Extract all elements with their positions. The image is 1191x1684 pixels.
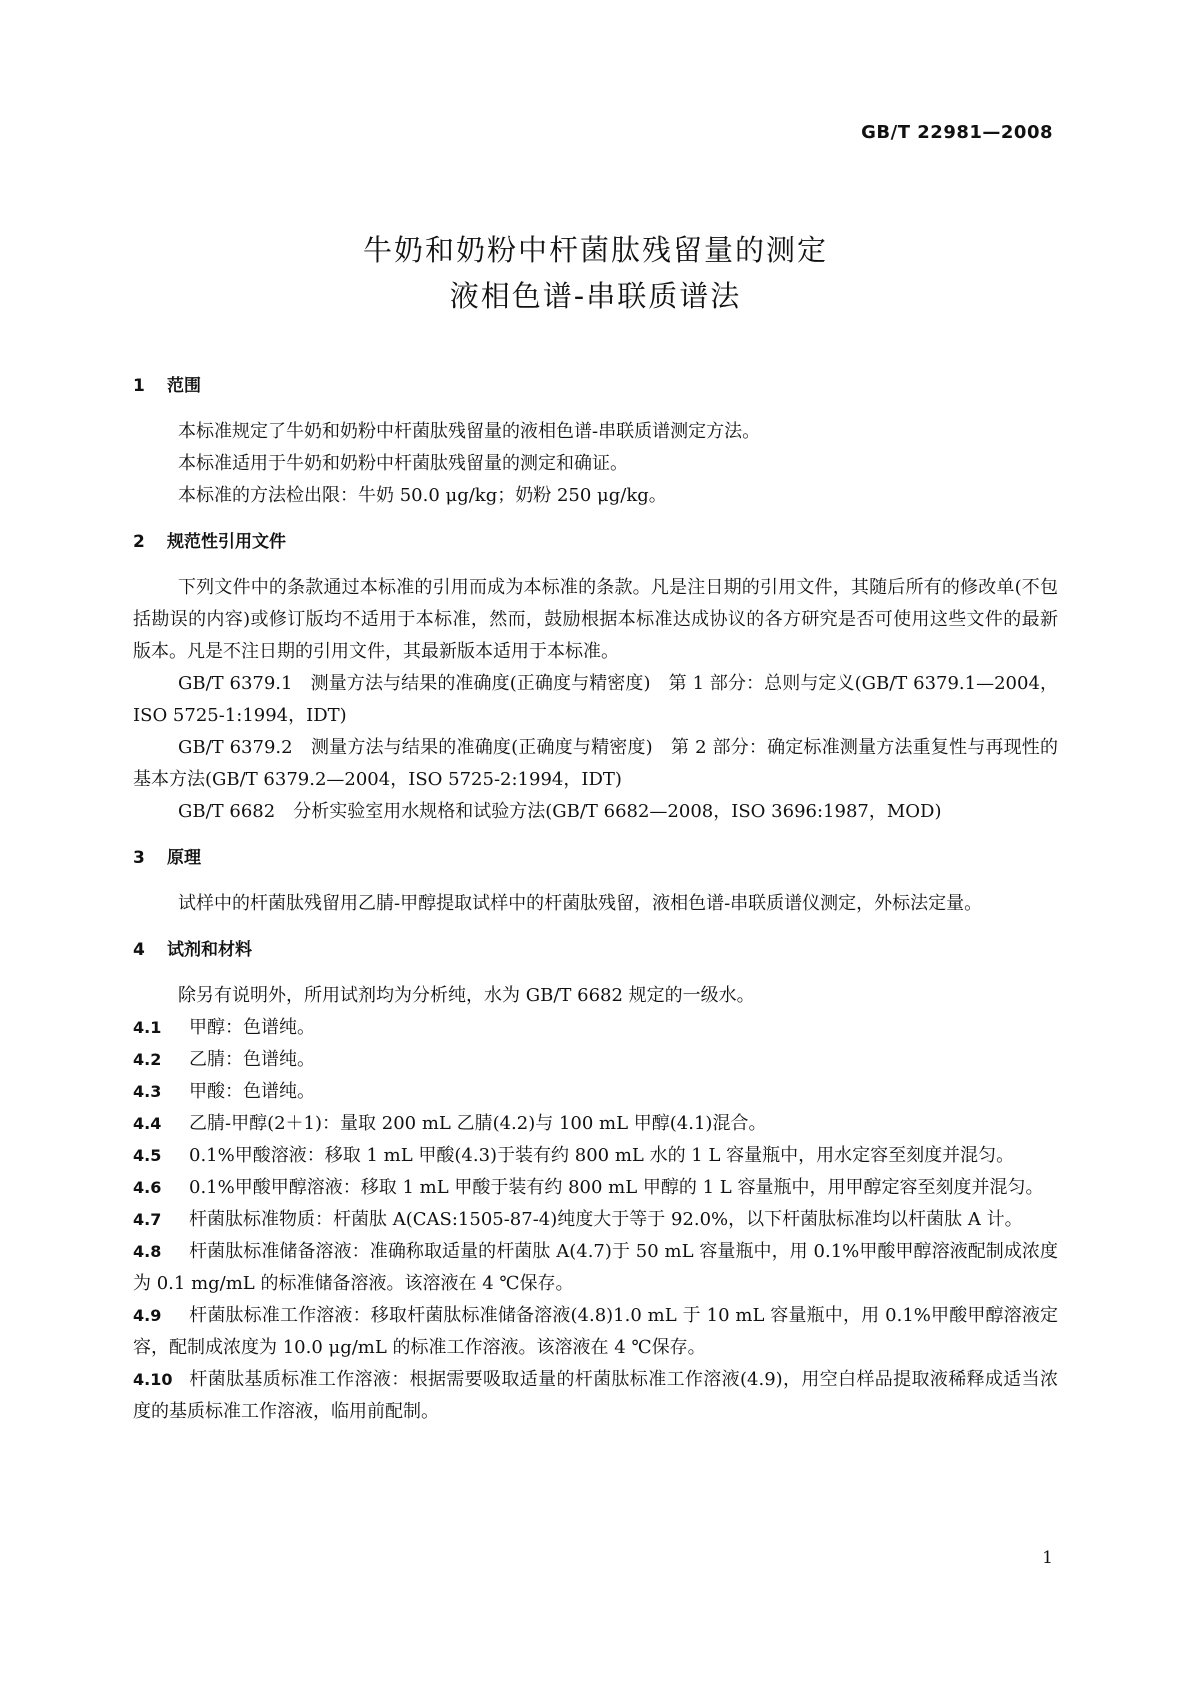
paragraph: 试样中的杆菌肽残留用乙腈-甲醇提取试样中的杆菌肽残留，液相色谱-串联质谱仪测定，外标法定量。 bbox=[178, 893, 983, 914]
clause-item: 4.2 乙腈：色谱纯。 bbox=[133, 1049, 315, 1070]
clause-item: 4.9 杆菌肽标准工作溶液：移取杆菌肽标准储备溶液(4.8)1.0 mL 于 10 mL 容量瓶中，用 0.1%甲酸甲醇溶液定容，配制成浓度为 10.0 μg/mL 的标准工作溶液。该溶液在 4 ℃保存。 bbox=[133, 1305, 1058, 1358]
clause-item: 4.10 杆菌肽基质标准工作溶液：根据需要吸取适量的杆菌肽标准工作溶液(4.9)，用空白样品提取液稀释成适当浓度的基质标准工作溶液，临用前配制。 bbox=[133, 1369, 1058, 1422]
paragraph: 本标准规定了牛奶和奶粉中杆菌肽残留量的液相色谱-串联质谱测定方法。 bbox=[178, 421, 761, 442]
section-heading-reagents: 4 试剂和材料 bbox=[133, 940, 252, 960]
reference-item: GB/T 6682 分析实验室用水规格和试验方法(GB/T 6682—2008，ISO 3696:1987，MOD) bbox=[178, 801, 942, 822]
clause-item: 4.7 杆菌肽标准物质：杆菌肽 A(CAS:1505-87-4)纯度大于等于 92.0%，以下杆菌肽标准均以杆菌肽 A 计。 bbox=[133, 1209, 1023, 1230]
paragraph: 本标准适用于牛奶和奶粉中杆菌肽残留量的测定和确证。 bbox=[178, 453, 628, 474]
page-number: 1 bbox=[1042, 1548, 1053, 1568]
document-title-line2: 液相色谱-串联质谱法 bbox=[449, 279, 742, 313]
clause-item: 4.5 0.1%甲酸溶液：移取 1 mL 甲酸(4.3)于装有约 800 mL 水的 1 L 容量瓶中，用水定容至刻度并混匀。 bbox=[133, 1145, 1015, 1166]
section-heading-normative-references: 2 规范性引用文件 bbox=[133, 532, 286, 552]
clause-item: 4.3 甲酸：色谱纯。 bbox=[133, 1081, 315, 1102]
section-heading-scope: 1 范围 bbox=[133, 376, 201, 396]
clause-item: 4.8 杆菌肽标准储备溶液：准确称取适量的杆菌肽 A(4.7)于 50 mL 容量瓶中，用 0.1%甲酸甲醇溶液配制成浓度为 0.1 mg/mL 的标准储备溶液。该溶液在 4 ℃保存。 bbox=[133, 1241, 1058, 1294]
reference-item: GB/T 6379.2 测量方法与结果的准确度(正确度与精密度) 第 2 部分：确定标准测量方法重复性与再现性的基本方法(GB/T 6379.2—2004，ISO 5725-2:1994，IDT) bbox=[133, 737, 1058, 790]
clause-item: 4.1 甲醇：色谱纯。 bbox=[133, 1017, 315, 1038]
document-body bbox=[133, 370, 1058, 1428]
clause-item: 4.6 0.1%甲酸甲醇溶液：移取 1 mL 甲酸于装有约 800 mL 甲醇的 1 L 容量瓶中，用甲醇定容至刻度并混匀。 bbox=[133, 1177, 1044, 1198]
document-title-line1: 牛奶和奶粉中杆菌肽残留量的测定 bbox=[362, 233, 828, 267]
standard-number: GB/T 22981—2008 bbox=[861, 122, 1053, 143]
section-heading-principle: 3 原理 bbox=[133, 848, 201, 868]
clause-item: 4.4 乙腈-甲醇(2＋1)：量取 200 mL 乙腈(4.2)与 100 mL 甲醇(4.1)混合。 bbox=[133, 1113, 767, 1134]
paragraph: 除另有说明外，所用试剂均为分析纯，水为 GB/T 6682 规定的一级水。 bbox=[178, 985, 755, 1006]
paragraph: 本标准的方法检出限：牛奶 50.0 μg/kg；奶粉 250 μg/kg。 bbox=[178, 485, 667, 506]
reference-item: GB/T 6379.1 测量方法与结果的准确度(正确度与精密度) 第 1 部分：总则与定义(GB/T 6379.1—2004，ISO 5725-1:1994，IDT) bbox=[133, 673, 1058, 726]
paragraph: 下列文件中的条款通过本标准的引用而成为本标准的条款。凡是注日期的引用文件，其随后所有的修改单(不包括勘误的内容)或修订版均不适用于本标准，然而，鼓励根据本标准达成协议的各方研究是否可使用这些文件的最新版本。凡是不注日期的引用文件，其最新版本适用于本标准。 bbox=[133, 577, 1058, 662]
